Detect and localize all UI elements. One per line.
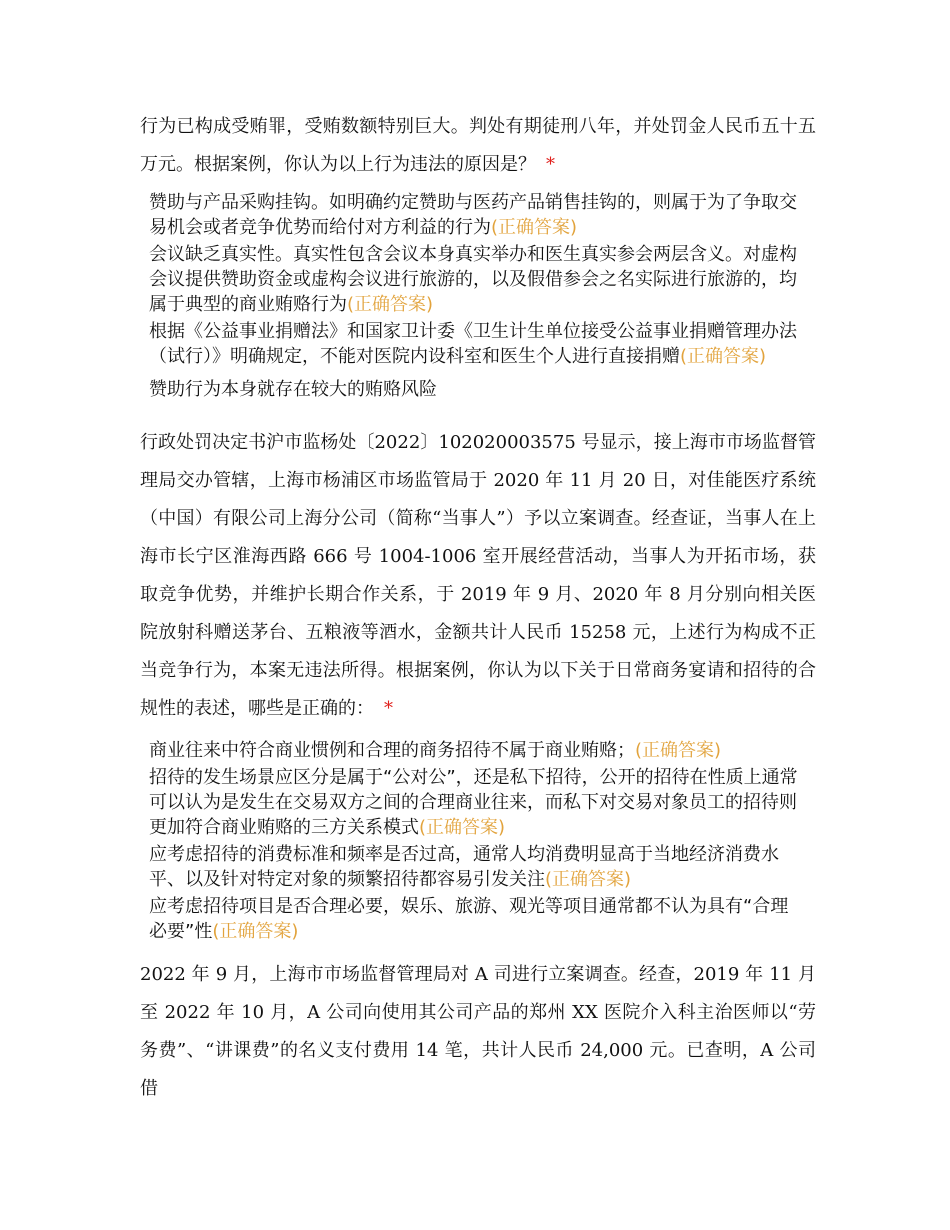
required-mark: * (546, 154, 555, 175)
option-item[interactable] (149, 190, 805, 240)
option-item[interactable] (149, 894, 805, 944)
option-text: 赞助与产品采购挂钩。如明确约定赞助与医药产品销售挂钩的，则属于为了争取交易机会或者竞争优势而给付对方利益的行为 (149, 192, 797, 238)
correct-answer-tag: (正确答案) (212, 921, 299, 942)
option-text: 招待的发生场景应区分是属于“公对公”，还是私下招待，公开的招待在性质上通常可以认为是发生在交易双方之间的合理商业往来，而私下对交易对象员工的招待则更加符合商业贿赂的三方关系模式 (149, 767, 798, 838)
option-item[interactable] (149, 319, 805, 369)
option-text: 应考虑招待项目是否合理必要，娱乐、旅游、观光等项目通常都不认为具有“合理必要”性 (149, 896, 789, 942)
question-1-options (149, 190, 805, 402)
option-text: 根据《公益事业捐赠法》和国家卫计委《卫生计生单位接受公益事业捐赠管理办法（试行）》明确规定，不能对医院内设科室和医生个人进行直接捐赠 (149, 321, 797, 367)
option-text: 商业往来中符合商业惯例和合理的商务招待不属于商业贿赂； (149, 740, 635, 761)
correct-answer-tag: (正确答案) (419, 817, 506, 838)
option-text: 赞助行为本身就存在较大的贿赂风险 (149, 379, 437, 400)
question-2-body: 行政处罚决定书沪市监杨处〔2022〕102020003575 号显示，接上海市市场监督管理局交办管辖，上海市杨浦区市场监管局于 2020 年 11 月 20 日，对佳能医疗系统（中国）有限公司上海分公司（简称“当事人”）予以立案调查。经查证，当事人在上海市长宁区淮海西路 666 号 1004-1006 室开展经营活动，当事人为开拓市场，获取竞争优势，并维护长期合作关系，于 2019 年 9 月、2020 年 8 月分别向相关医院放射科赠送茅台、五粮液等酒水，金额共计人民币 15258 元，上述行为构成不正当竞争行为，本案无违法所得。根据案例，你认为以下关于日常商务宴请和招待的合规性的表述，哪些是正确的： (140, 432, 817, 719)
required-mark: * (384, 698, 393, 719)
option-item[interactable] (149, 377, 805, 402)
correct-answer-tag: (正确答案) (347, 294, 434, 315)
correct-answer-tag: (正确答案) (680, 346, 767, 367)
option-item[interactable] (149, 738, 805, 763)
option-item[interactable] (149, 242, 805, 317)
option-item[interactable] (149, 842, 805, 892)
option-text: 应考虑招待的消费标准和频率是否过高，通常人均消费明显高于当地经济消费水平、以及针对特定对象的频繁招待都容易引发关注 (149, 844, 779, 890)
question-1-body: 行为已构成受贿罪，受贿数额特别巨大。判处有期徒刑八年，并处罚金人民币五十五万元。根据案例，你认为以上行为违法的原因是？ (140, 116, 816, 175)
correct-answer-tag: (正确答案) (545, 869, 632, 890)
option-item[interactable] (149, 765, 805, 840)
correct-answer-tag: (正确答案) (635, 740, 722, 761)
question-1-text (140, 108, 816, 184)
question-3-text: 2022 年 9 月，上海市市场监督管理局对 A 司进行立案调查。经查，2019 年 11 月至 2022 年 10 月，A 公司向使用其公司产品的郑州 XX 医院介入科主治医师以“劳务费”、“讲课费”的名义支付费用 14 笔，共计人民币 24,000 元。已查明，A 公司借 (140, 964, 816, 1099)
question-2-text (140, 424, 816, 728)
option-text: 会议缺乏真实性。真实性包含会议本身真实举办和医生真实参会两层含义。对虚构会议提供赞助资金或虚构会议进行旅游的，以及假借参会之名实际进行旅游的，均属于典型的商业贿赂行为 (149, 244, 797, 315)
question-2-options (149, 738, 805, 944)
correct-answer-tag: (正确答案) (491, 217, 578, 238)
document-page (140, 108, 816, 1108)
